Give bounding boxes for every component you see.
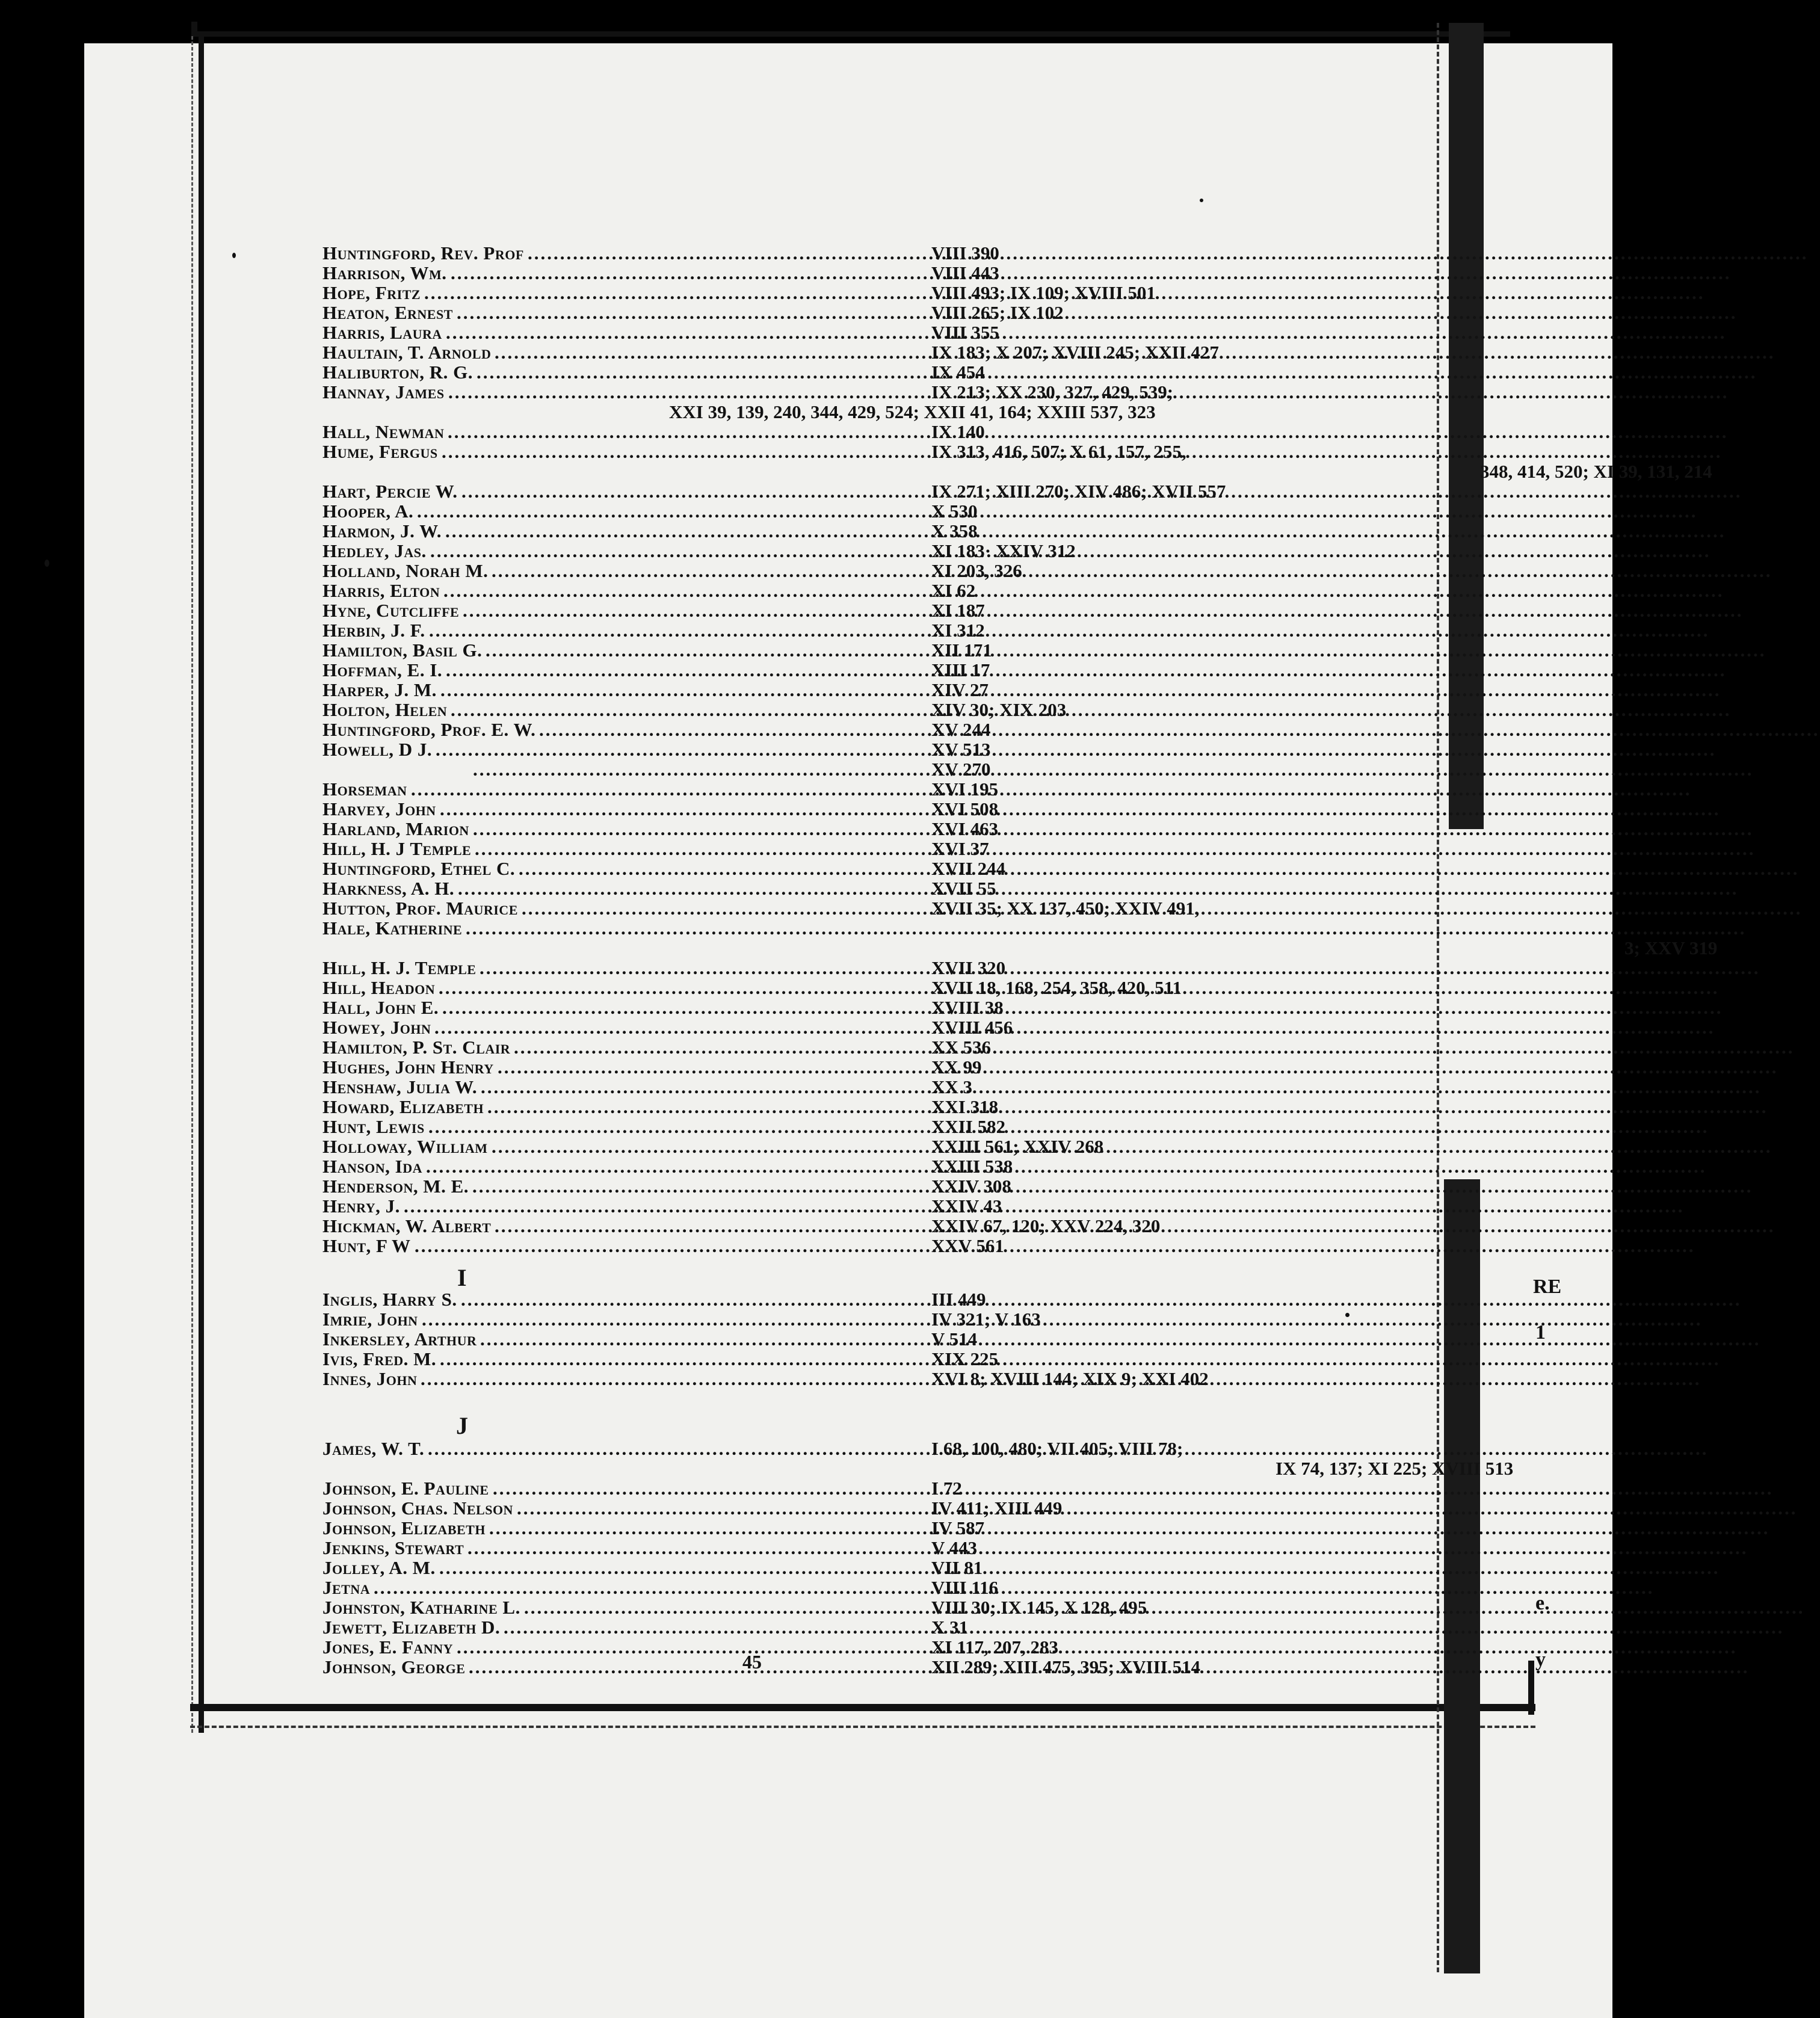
entry-author-name: Hall, Newman — [322, 421, 445, 442]
entry-volume-page-refs: IV 321; V 163 — [931, 1309, 1041, 1330]
entry-volume-page-refs: XXIII 561; XXIV 268 — [931, 1136, 1104, 1157]
entry-volume-page-refs: IV 411; XIII 449 — [931, 1498, 1063, 1519]
entry-author-name: Hope, Fritz — [322, 282, 421, 303]
dot-leader — [480, 1330, 929, 1349]
entry-volume-page-refs: VIII 30; IX 145, X 128, 495 — [931, 1597, 1147, 1618]
entry-author-name: Hughes, John Henry — [322, 1057, 494, 1078]
dot-leader — [429, 621, 929, 640]
entry-author-name: Hedley, Jas. — [322, 540, 427, 561]
entry-volume-page-refs: XXIII 538 — [931, 1156, 1013, 1177]
entry-author-name: Hale, Katherine — [322, 918, 463, 939]
entry-volume-page-refs: X 530 — [931, 501, 978, 522]
dot-leader — [436, 740, 929, 759]
entry-volume-page-refs: XXII 582 — [931, 1116, 1006, 1137]
dot-leader — [517, 1499, 929, 1518]
entry-author-name: Hutton, Prof. Maurice — [322, 898, 518, 919]
entry-author-name: Harris, Elton — [322, 580, 440, 601]
entry-author-name: Hunt, Lewis — [322, 1116, 425, 1137]
entry-author-name: Huntingford, Prof. E. W. — [322, 719, 536, 740]
entry-volume-page-refs: IX 140 — [931, 421, 985, 442]
entry-volume-page-refs: III 449 — [931, 1289, 986, 1310]
entry-author-name: Huntingford, Ethel C. — [322, 858, 516, 879]
entry-refs-continuation: 348, 414, 520; XI 39, 131, 214 — [1480, 461, 1712, 482]
entry-volume-page-refs: XIV 27 — [931, 679, 989, 700]
entry-author-name: Hill, Headon — [322, 977, 436, 998]
entry-author-name: Huntingford, Rev. Prof — [322, 242, 524, 264]
entry-author-name: Harmon, J. W. — [322, 520, 442, 542]
entry-volume-page-refs: XVI 37 — [931, 838, 989, 859]
dot-leader — [443, 581, 929, 600]
dot-leader — [440, 680, 929, 700]
entry-volume-page-refs: IX 313, 416, 507; X 61, 157, 255, — [931, 441, 1186, 462]
dot-leader — [524, 1598, 929, 1617]
entry-volume-page-refs: X 358 — [931, 520, 978, 542]
entry-author-name: Johnson, George — [322, 1656, 466, 1677]
entry-author-name: Harrison, Wm. — [322, 262, 447, 283]
entry-volume-page-refs: XVI 195 — [931, 779, 999, 800]
dot-leader — [421, 1369, 929, 1389]
dot-leader — [487, 1097, 929, 1117]
dot-leader — [469, 1658, 929, 1677]
entry-volume-page-refs: IX 213; XX 230, 327, 429, 539; — [931, 381, 1174, 403]
dot-leader — [404, 1197, 929, 1216]
entry-author-name: Hooper, A. — [322, 501, 414, 522]
adjacent-page-fragment: y — [1535, 1649, 1546, 1671]
entry-volume-page-refs: XI 183· XXIV 312 — [931, 540, 1076, 561]
entry-author-name: Henry, J. — [322, 1196, 400, 1217]
dot-leader — [417, 502, 929, 521]
entry-volume-page-refs: XVI 8; XVIII 144; XIX 9; XXI 402 — [931, 1368, 1209, 1389]
dot-leader — [428, 1439, 929, 1458]
entry-author-name: Harper, J. M. — [322, 679, 437, 700]
entry-volume-page-refs: XXIV 67, 120; XXV 224, 320 — [931, 1215, 1161, 1236]
dot-leader — [461, 482, 929, 501]
entry-volume-page-refs: XVII 18, 168, 254, 358, 420, 511 — [931, 977, 1182, 998]
dot-leader — [504, 1618, 929, 1637]
entry-volume-page-refs: XVIII 456 — [931, 1017, 1013, 1038]
entry-volume-page-refs: VIII 116 — [931, 1577, 999, 1598]
dot-leader — [457, 303, 929, 322]
dot-leader — [415, 1236, 929, 1256]
dot-leader — [439, 1558, 929, 1578]
entry-volume-page-refs: XX 536 — [931, 1037, 992, 1058]
dot-leader — [448, 422, 929, 442]
entry-volume-page-refs: IX 271; XIII 270; XIV 486; XVII 557 — [931, 481, 1226, 502]
entry-author-name: Holloway, William — [322, 1136, 488, 1157]
dot-leader — [458, 879, 929, 898]
dot-leader — [539, 720, 929, 739]
entry-author-name: Haliburton, R. G. — [322, 362, 473, 383]
entry-author-name: Hunt, F W — [322, 1235, 411, 1256]
dot-leader — [451, 700, 929, 720]
entry-volume-page-refs: XXIV 308 — [931, 1176, 1011, 1197]
entry-volume-page-refs: VIII 443 — [931, 262, 999, 283]
dot-leader — [522, 899, 929, 918]
dot-leader — [473, 760, 929, 779]
entry-volume-page-refs: VIII 355 — [931, 322, 999, 343]
entry-volume-page-refs: XXI 318 — [931, 1096, 999, 1117]
dot-leader — [411, 780, 929, 799]
entry-volume-page-refs: VIII 265; IX 102 — [931, 302, 1064, 323]
entry-volume-page-refs: XI 117, 207, 283 — [931, 1637, 1058, 1658]
entry-author-name: Hyne, Cutcliffe — [322, 600, 460, 621]
entry-volume-page-refs: XXIV 43 — [931, 1196, 1002, 1217]
page-number: 45 — [742, 1651, 762, 1673]
entry-volume-page-refs: XVIII 38 — [931, 997, 1004, 1018]
entry-author-name: Jones, E. Fanny — [322, 1637, 454, 1658]
entry-volume-page-refs: XVI 508 — [931, 798, 999, 819]
entry-author-name: Haultain, T. Arnold — [322, 342, 492, 363]
entry-author-name: Hill, H. J. Temple — [322, 957, 477, 978]
entry-author-name: Hannay, James — [322, 381, 445, 403]
entry-volume-page-refs: V 443 — [931, 1537, 978, 1558]
dot-leader — [480, 958, 929, 978]
dot-leader — [422, 1310, 929, 1329]
entry-author-name: Howell, D J. — [322, 739, 433, 760]
entry-author-name: James, W. T. — [322, 1438, 425, 1459]
dot-leader — [493, 1479, 929, 1498]
entry-author-name: Harris, Laura — [322, 322, 442, 343]
entry-author-name: Johnston, Katharine L. — [322, 1597, 520, 1618]
dot-leader — [519, 859, 929, 878]
entry-volume-page-refs: XV 244 — [931, 719, 991, 740]
dot-leader — [457, 1638, 929, 1657]
dot-leader — [466, 919, 929, 938]
dot-leader — [475, 839, 929, 859]
entry-volume-page-refs: XIX 225 — [931, 1348, 999, 1369]
entry-volume-page-refs: XXV 561 — [931, 1235, 1004, 1256]
entry-volume-page-refs: XII 171 — [931, 640, 992, 661]
entry-volume-page-refs: I 72 — [931, 1478, 962, 1499]
adjacent-page-fragment: RE — [1533, 1276, 1562, 1298]
entry-author-name: Hume, Fergus — [322, 441, 438, 462]
dot-leader — [445, 522, 929, 541]
dot-leader — [430, 542, 929, 561]
entry-volume-page-refs: X 31 — [931, 1617, 969, 1638]
entry-author-name: Ivis, Fred. M. — [322, 1348, 437, 1369]
entry-author-name: Harland, Marion — [322, 818, 469, 839]
dot-leader — [495, 1217, 929, 1236]
entry-author-name: Harvey, John — [322, 798, 436, 819]
entry-author-name: Horseman — [322, 779, 407, 800]
entry-author-name: Jetna — [322, 1577, 371, 1598]
section-letter-i: I — [457, 1264, 467, 1291]
dot-leader — [434, 1018, 929, 1037]
entry-volume-page-refs: VIII 390 — [931, 242, 999, 264]
entry-volume-page-refs: XII 289; XIII 475, 395; XVIII 514 — [931, 1656, 1200, 1677]
adjacent-page-fragment: 1 — [1535, 1321, 1546, 1344]
entry-author-name: Hart, Percie W. — [322, 481, 458, 502]
entry-author-name: Hall, John E. — [322, 997, 439, 1018]
entry-author-name: Hamilton, Basil G. — [322, 640, 483, 661]
entry-author-name: Holland, Norah M. — [322, 560, 489, 581]
dot-leader — [495, 343, 929, 362]
dot-leader — [440, 1350, 929, 1369]
entry-author-name: Hanson, Ida — [322, 1156, 422, 1177]
dot-leader — [477, 363, 929, 382]
dot-leader — [424, 283, 929, 303]
entry-author-name: Herbin, J. F. — [322, 620, 425, 641]
section-letter-j: J — [456, 1412, 468, 1439]
entry-volume-page-refs: XI 312 — [931, 620, 985, 641]
entry-author-name: Howey, John — [322, 1017, 431, 1038]
entry-volume-page-refs: XI 203, 326 — [931, 560, 1022, 581]
entry-author-name: Henderson, M. E. — [322, 1176, 469, 1197]
adjacent-page-fragment: e. — [1535, 1592, 1550, 1614]
entry-volume-page-refs: I 68, 100, 480; VII 405; VIII 78; — [931, 1438, 1183, 1459]
dot-leader — [492, 561, 929, 581]
entry-refs-continuation: IX 74, 137; XI 225; XVIII 513 — [1276, 1458, 1514, 1479]
dot-leader — [463, 601, 929, 620]
entry-volume-page-refs: XVI 463 — [931, 818, 999, 839]
dot-leader — [374, 1578, 929, 1597]
entry-author-name: Inkersley, Arthur — [322, 1328, 477, 1350]
dot-leader — [492, 1137, 929, 1156]
entry-author-name: Howard, Elizabeth — [322, 1096, 484, 1117]
dot-leader — [439, 978, 929, 998]
entry-author-name: Jewett, Elizabeth D. — [322, 1617, 501, 1638]
entry-volume-page-refs: XIII 17 — [931, 659, 990, 680]
entry-author-name: Innes, John — [322, 1368, 418, 1389]
dot-leader — [514, 1038, 929, 1057]
entry-volume-page-refs: IX 454 — [931, 362, 985, 383]
dot-leader — [472, 1177, 929, 1196]
dot-leader — [446, 661, 929, 680]
entry-refs-continuation: 3; XXV 319 — [1624, 937, 1718, 958]
entry-volume-page-refs: XV 270 — [931, 759, 991, 780]
entry-volume-page-refs: XVII 320 — [931, 957, 1006, 978]
entry-refs-continuation: XXI 39, 139, 240, 344, 429, 524; XXII 41, 164; XXIII 537, 323 — [669, 401, 1156, 422]
entry-volume-page-refs: XVII 244 — [931, 858, 1006, 879]
dot-leader — [489, 1519, 929, 1538]
entry-volume-page-refs: V 514 — [931, 1328, 978, 1350]
entry-author-name: Harkness, A. H. — [322, 878, 455, 899]
entry-volume-page-refs: XX 99 — [931, 1057, 982, 1078]
dot-leader — [528, 244, 929, 263]
dot-leader — [498, 1058, 929, 1077]
entry-author-name: Hill, H. J Temple — [322, 838, 472, 859]
dot-leader — [442, 998, 929, 1017]
entry-author-name: Imrie, John — [322, 1309, 418, 1330]
entry-volume-page-refs: XI 62 — [931, 580, 976, 601]
dot-leader — [426, 1157, 929, 1176]
dot-leader — [451, 264, 929, 283]
dot-leader — [486, 641, 929, 660]
entry-author-name: Hickman, W. Albert — [322, 1215, 492, 1236]
entry-volume-page-refs: XVII 35; XX 137, 450; XXIV 491, — [931, 898, 1200, 919]
dot-leader — [461, 1290, 929, 1309]
entry-volume-page-refs: XI 187 — [931, 600, 985, 621]
entry-author-name: Jenkins, Stewart — [322, 1537, 464, 1558]
entry-author-name: Jolley, A. M. — [322, 1557, 436, 1578]
entry-author-name: Henshaw, Julia W. — [322, 1076, 478, 1097]
entry-author-name: Inglis, Harry S. — [322, 1289, 457, 1310]
entry-author-name: Holton, Helen — [322, 699, 448, 720]
entry-volume-page-refs: VII 81 — [931, 1557, 983, 1578]
entry-volume-page-refs: IV 587 — [931, 1517, 985, 1538]
dot-leader — [442, 442, 929, 461]
entry-volume-page-refs: VIII 493; IX 109; XVIII 501 — [931, 282, 1156, 303]
entry-author-name: Hamilton, P. St. Clair — [322, 1037, 511, 1058]
dot-leader — [446, 323, 929, 342]
entry-author-name: Hoffman, E. I. — [322, 659, 443, 680]
dot-leader — [473, 819, 929, 839]
dot-leader — [481, 1078, 929, 1097]
entry-volume-page-refs: XV 513 — [931, 739, 991, 760]
dot-leader — [428, 1117, 929, 1137]
entry-author-name: Johnson, Chas. Nelson — [322, 1498, 513, 1519]
entry-volume-page-refs: IX 183; X 207; XVIII 245; XXII 427 — [931, 342, 1219, 363]
entry-volume-page-refs: XVII 55 — [931, 878, 996, 899]
entry-volume-page-refs: XIV 30; XIX 203 — [931, 699, 1067, 720]
dot-leader — [467, 1538, 929, 1558]
dot-leader — [440, 800, 929, 819]
entry-author-name: Heaton, Ernest — [322, 302, 453, 323]
entry-volume-page-refs: XX 3 — [931, 1076, 973, 1097]
entry-author-name: Johnson, Elizabeth — [322, 1517, 486, 1538]
entry-author-name: Johnson, E. Pauline — [322, 1478, 489, 1499]
dot-leader — [448, 383, 929, 402]
